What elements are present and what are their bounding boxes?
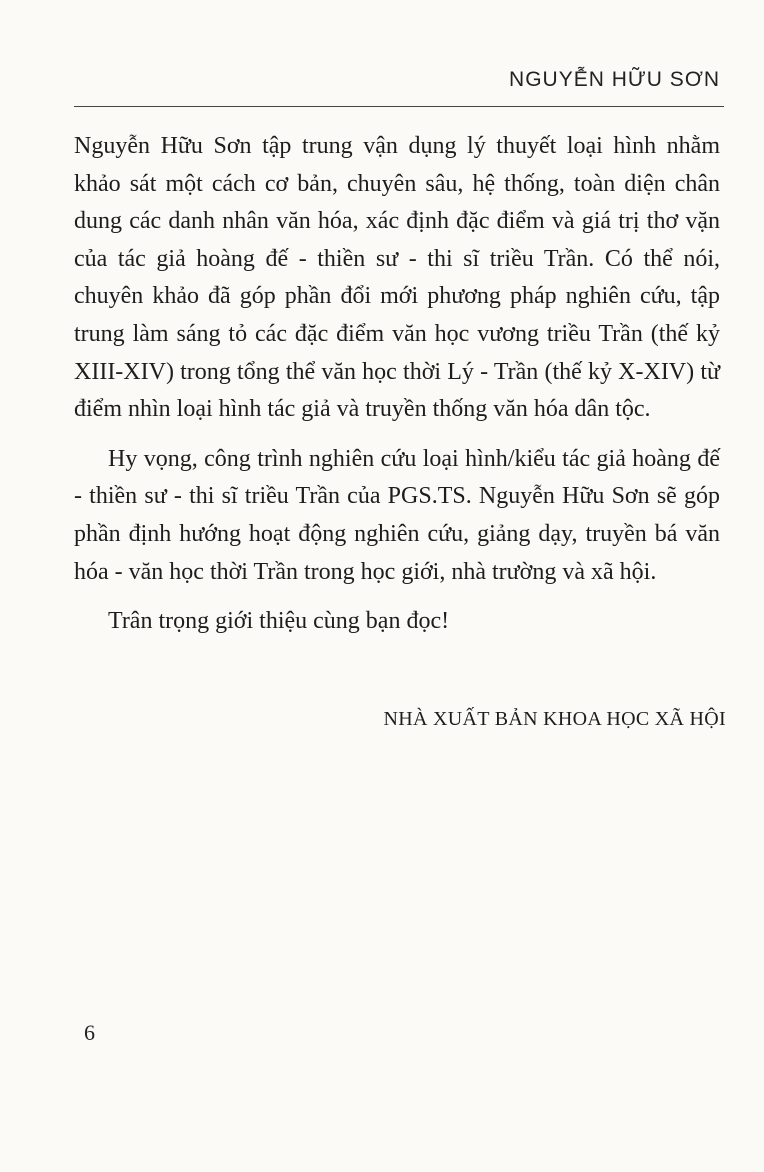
publisher-signature: NHÀ XUẤT BẢN KHOA HỌC XÃ HỘI — [383, 708, 726, 730]
page-number: 6 — [84, 1020, 95, 1045]
body-text — [74, 128, 720, 641]
header-rule — [74, 106, 724, 107]
paragraph-1: Nguyễn Hữu Sơn tập trung vận dụng lý thuyết loại hình nhằm khảo sát một cách cơ bản, chuyên sâu, hệ thống, toàn diện chân dung các danh nhân văn hóa, xác định đặc điểm và giá trị thơ vặn của tác giả hoàng đế - thiền sư - thi sĩ triều Trần. Có thể nói, chuyên khảo đã góp phần đổi mới phương pháp nghiên cứu, tập trung làm sáng tỏ các đặc điểm văn học vương triều Trần (thế kỷ XIII-XIV) trong tổng thể văn học thời Lý - Trần (thế kỷ X-XIV) từ điểm nhìn loại hình tác giả và truyền thống văn hóa dân tộc. — [74, 133, 720, 423]
running-header: NGUYỄN HỮU SƠN — [509, 68, 720, 91]
paragraph-2: Hy vọng, công trình nghiên cứu loại hình/kiểu tác giả hoàng đế - thiền sư - thi sĩ triều Trần của PGS.TS. Nguyễn Hữu Sơn sẽ góp phần định hướng hoạt động nghiên cứu, giảng dạy, truyền bá văn hóa - văn học thời Trần trong học giới, nhà trường và xã hội. — [74, 445, 720, 585]
paragraph-3: Trân trọng giới thiệu cùng bạn đọc! — [108, 608, 450, 635]
